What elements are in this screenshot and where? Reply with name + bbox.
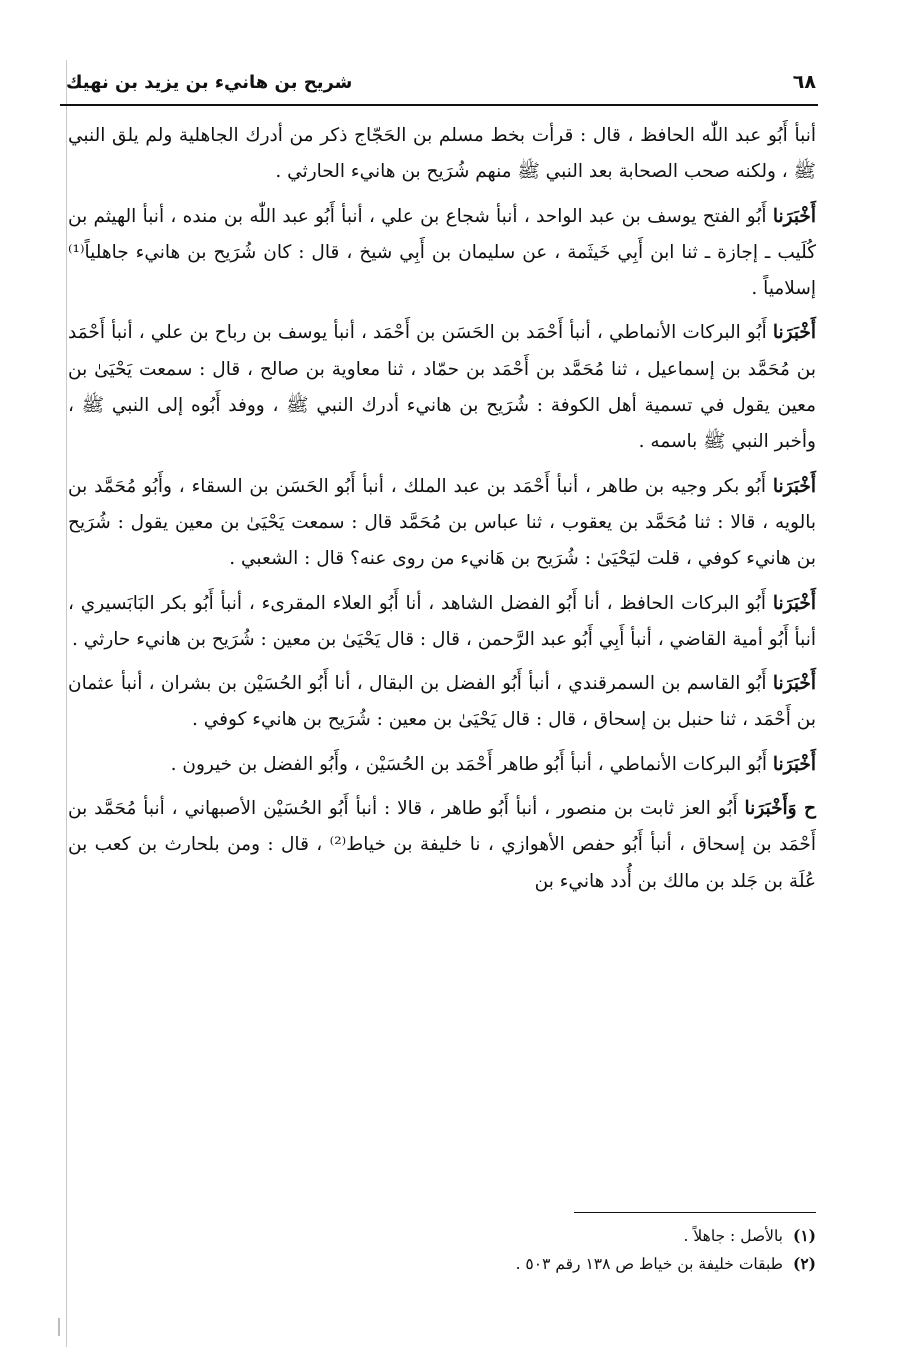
footnote-number: (١) <box>792 1226 816 1245</box>
paragraph-keyword: أَخْبَرَنا <box>772 322 816 344</box>
paragraph-keyword: أَخْبَرَنا <box>772 673 816 695</box>
footnote <box>68 1222 816 1250</box>
main-text <box>68 118 816 908</box>
paragraph <box>68 118 816 191</box>
paragraph <box>68 791 816 900</box>
paragraph-keyword: أَخْبَرَنا <box>772 205 816 227</box>
paragraph <box>68 586 816 659</box>
footnote-rule <box>574 1212 816 1213</box>
page-number: ٦٨ <box>792 71 816 93</box>
paragraph-keyword: أَخْبَرَنا <box>772 475 816 497</box>
footnote <box>68 1250 816 1278</box>
footnote-number: (٢) <box>792 1254 816 1273</box>
paragraph-text: أَبُو البركات الأنماطي ، أنبأ أَبُو طاهر أَحْمَد بن الحُسَيْن ، وأَبُو الفضل بن خيرون . <box>170 753 773 775</box>
page-header <box>66 64 816 100</box>
paragraph <box>68 747 816 783</box>
paragraph <box>68 199 816 308</box>
paragraph-keyword: أَخْبَرَنا <box>772 753 816 775</box>
paragraph-text: أَبُو البركات الحافظ ، أنا أَبُو الفضل الشاهد ، أنا أَبُو العلاء المقرىء ، أنبأ أَبُو بكر البَابَسيري ، أنبأ أَبُو أمية القاضي ، أنبأ أَبِي أَبُو عبد الرَّحمن ، قال : قال يَحْيَىٰ بن معين : شُرَيح بن هانيء حارثي . <box>68 592 816 650</box>
paragraph-text: أَبُو البركات الأنماطي ، أنبأ أَحْمَد بن الحَسَن بن أَحْمَد ، أنبأ يوسف بن رباح بن علي ، أنبأ أَحْمَد بن مُحَمَّد بن إسماعيل ، ثنا مُحَمَّد بن أَحْمَد بن حمّاد ، ثنا معاوية بن صالح ، قال : سمعت يَحْيَىٰ بن معين يقول في تسمية أهل الكوفة : شُرَيح بن هانيء أدرك النبي ﷺ ، ووفد أَبُوه إلى النبي ﷺ ، وأخبر النبي ﷺ باسمه . <box>68 322 816 453</box>
footnote-text: بالأصل : جاهلاً . <box>683 1227 783 1245</box>
paragraph-keyword: ح وَأَخْبَرَنا <box>744 798 816 820</box>
running-title: شريح بن هانيء بن يزيد بن نهيك <box>66 71 353 93</box>
footnotes <box>68 1222 816 1278</box>
footnote-text: طبقات خليفة بن خياط ص ١٣٨ رقم ٥٠٣ . <box>515 1255 783 1273</box>
gutter-line <box>66 60 67 1347</box>
header-rule <box>60 104 818 106</box>
paragraph <box>68 469 816 578</box>
paragraph-text: أنبأ أَبُو عبد اللّٰه الحافظ ، قال : قرأت بخط مسلم بن الحَجّاج ذكر من أدرك الجاهلية ولم يلق النبي ﷺ ، ولكنه صحب الصحابة بعد النبي ﷺ منهم شُرَيح بن هانيء الحارثي . <box>68 125 816 183</box>
paragraph-text: أَبُو القاسم بن السمرقندي ، أنبأ أَبُو الفضل بن البقال ، أنا أَبُو الحُسَيْن بن بشران ، أنبأ عثمان بن أَحْمَد ، ثنا حنبل بن إسحاق ، قال : قال يَحْيَىٰ بن معين : شُرَيح بن هانيء كوفي . <box>68 673 816 731</box>
paragraph-keyword: أَخْبَرَنا <box>772 592 816 614</box>
paragraph-text: أَبُو الفتح يوسف بن عبد الواحد ، أنبأ شجاع بن علي ، أنبأ أَبُو عبد اللّٰه بن منده ، أنبأ الهيثم بن كُلَيب ـ إجازة ـ ثنا ابن أَبِي خَيثَمة ، عن سليمان بن أَبِي شيخ ، قال : كان شُرَيح بن هانيء جاهلياً⁽¹⁾ إسلامياً . <box>68 205 816 300</box>
margin-mark <box>58 1318 60 1336</box>
paragraph-text: أَبُو العز ثابت بن منصور ، أنبأ أَبُو طاهر ، قالا : أنبأ أَبُو الحُسَيْن الأصبهاني ، أنبأ مُحَمَّد بن أَحْمَد بن إسحاق ، أنبأ أَبُو حفص الأهوازي ، نا خليفة بن خياط⁽²⁾ ، قال : ومن بلحارث بن كعب بن عُلَة بن جَلد بن مالك بن أُدد هانيء بن <box>68 798 816 892</box>
paragraph <box>68 315 816 460</box>
paragraph <box>68 666 816 739</box>
paragraph-text: أَبُو بكر وجيه بن طاهر ، أنبأ أَحْمَد بن عبد الملك ، أنبأ أَبُو الحَسَن بن السقاء ، وأَبُو مُحَمَّد بن بالويه ، قالا : ثنا مُحَمَّد بن يعقوب ، ثنا عباس بن مُحَمَّد قال : سمعت يَحْيَىٰ بن معين يقول : شُرَيح بن هانيء كوفي ، قلت ليَحْيَىٰ : شُرَيح بن هَانيء من روى عنه؟ قال : الشعبي . <box>68 475 816 570</box>
